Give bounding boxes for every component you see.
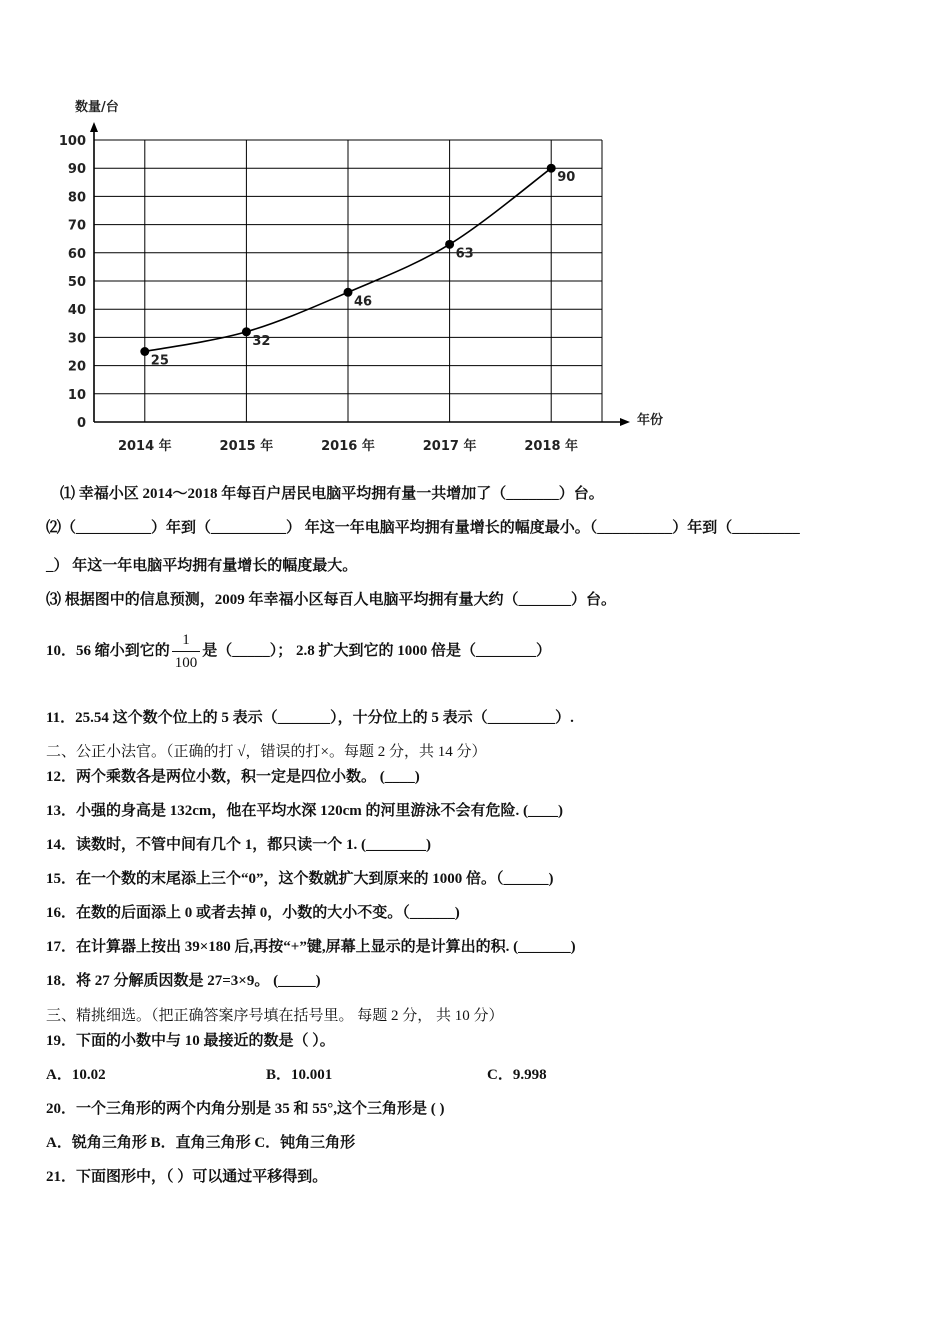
question-19: 19．下面的小数中与 10 最接近的数是（ ）。 [46,1033,335,1049]
data-point-0 [140,347,149,356]
section-3-heading: 三、精挑细选。（把正确答案序号填在括号里。 每题 2 分， 共 10 分） [46,1008,504,1024]
x-tick-3: 2017 年 [422,439,477,454]
data-label-1: 32 [252,333,271,349]
chart-grid [94,140,602,422]
question-19-option-b: B．10.001 [266,1067,333,1083]
question-10 [46,628,551,674]
question-3: ⑶ 根据图中的信息预测，2009 年幸福小区每百人电脑平均拥有量大约（_______）台。 [46,592,617,608]
question-19-option-c: C．9.998 [487,1067,547,1083]
section-2-heading: 二、公正小法官。（正确的打 √，错误的打×。每题 2 分，共 14 分） [46,744,487,760]
y-tick-0: 0 [76,416,86,431]
x-axis-arrow [620,418,630,426]
x-tick-0: 2014 年 [117,439,172,454]
y-tick-50: 50 [67,275,86,290]
data-label-0: 25 [150,353,169,369]
data-label-2: 46 [354,294,373,310]
data-label-3: 63 [455,246,474,262]
y-tick-40: 40 [67,303,86,319]
question-2-part-1: ⑵（__________）年到（__________） 年这一年电脑平均拥有量增长的幅度最小。（__________）年到（_________ [46,520,800,536]
y-tick-70: 70 [67,218,86,234]
question-10-prefix: 10．56 缩小到它的 [46,643,170,659]
x-tick-1: 2015 年 [219,439,274,454]
y-tick-10: 10 [67,387,86,403]
x-tick-2: 2016 年 [321,439,375,454]
data-point-1 [242,327,251,336]
x-tick-labels [118,438,578,454]
question-16: 16．在数的后面添上 0 或者去掉 0，小数的大小不变。（______) [46,905,460,921]
y-tick-100: 100 [58,134,86,149]
question-13: 13．小强的身高是 132cm，他在平均水深 120cm 的河里游泳不会有危险. (____) [46,803,564,819]
y-tick-labels [59,134,86,431]
question-12: 12．两个乘数各是两位小数，积一定是四位小数。 (____) [46,769,420,785]
question-21: 21．下面图形中，（ ）可以通过平移得到。 [46,1169,328,1185]
data-label-4: 90 [557,170,576,186]
y-tick-60: 60 [67,246,86,262]
question-14: 14．读数时，不管中间有几个 1，都只读一个 1. (________) [46,837,431,853]
question-2-part-2: _） 年这一年电脑平均拥有量增长的幅度最大。 [46,558,358,574]
y-axis-arrow [90,122,98,132]
y-axis-label: 数量/台 [75,100,119,115]
data-point-3 [445,240,454,249]
question-19-option-a: A．10.02 [46,1067,106,1083]
y-tick-20: 20 [67,359,86,375]
y-tick-80: 80 [67,190,86,206]
question-20-options: A．锐角三角形 B．直角三角形 C．钝角三角形 [46,1135,356,1151]
data-point-4 [547,164,556,173]
question-11: 11．25.54 这个数个位上的 5 表示（_______），十分位上的 5 表示（_________）. [46,710,574,726]
fraction-denominator: 100 [172,651,201,674]
question-15: 15．在一个数的末尾添上三个“0”，这个数就扩大到原来的 1000 倍。（______) [46,871,554,887]
fraction-one-hundredth [172,629,201,674]
data-point-2 [344,288,353,297]
question-17: 17．在计算器上按出 39×180 后,再按“+”键,屏幕上显示的是计算出的积. (_______) [46,939,576,955]
question-1: ⑴ 幸福小区 2014～2018 年每百户居民电脑平均拥有量一共增加了（_______）台。 [60,486,604,502]
line-chart [50,92,690,462]
question-18: 18．将 27 分解质因数是 27=3×9。 (_____) [46,973,321,989]
question-10-suffix: 是（_____）； 2.8 扩大到它的 1000 倍是（________） [202,643,552,659]
y-tick-30: 30 [67,331,86,347]
x-tick-4: 2018 年 [524,439,579,454]
question-20: 20．一个三角形的两个内角分别是 35 和 55°,这个三角形是 ( ) [46,1101,445,1117]
x-axis-label: 年份 [637,413,664,428]
fraction-numerator: 1 [182,632,190,649]
y-tick-90: 90 [67,162,86,178]
